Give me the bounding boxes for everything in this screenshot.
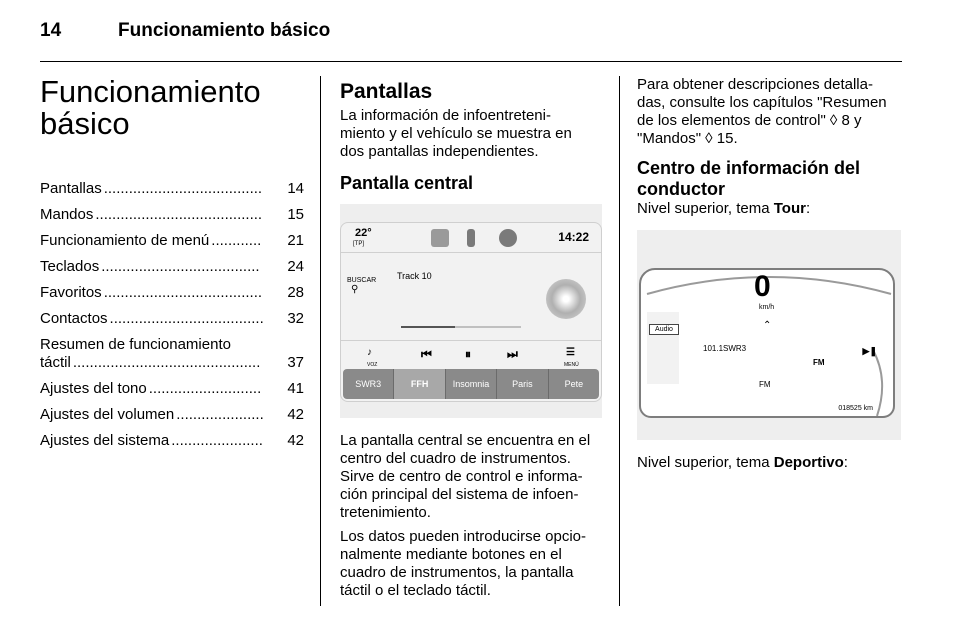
toc-entry[interactable]: Contactos ..................................... 32: [40, 310, 304, 327]
toc-entry[interactable]: Favoritos ...................................... 28: [40, 284, 304, 301]
preset-button[interactable]: FFH: [394, 369, 445, 399]
instrument-cluster: [639, 268, 895, 418]
central-display-figure: [340, 204, 602, 418]
previous-icon[interactable]: ⏮: [421, 347, 432, 361]
temperature: 22°: [355, 227, 372, 239]
running-section-title: Funcionamiento básico: [118, 20, 331, 41]
toc-entry[interactable]: Resumen de funcionamiento táctil ............................................. 37: [40, 336, 304, 371]
screens-column: [340, 80, 604, 600]
toc-entry[interactable]: Mandos ........................................ 15: [40, 206, 304, 223]
playback-controls: [341, 340, 601, 368]
progress-bar[interactable]: [401, 326, 521, 328]
toc-entry[interactable]: Ajustes del volumen ..................... 42: [40, 406, 304, 423]
audio-menu-item[interactable]: Audio: [649, 324, 679, 335]
chevron-up-icon: ⌃: [763, 320, 772, 331]
next-station-icon: ▶❚: [862, 346, 877, 356]
odometer: 018525 km: [838, 405, 873, 412]
section-heading: Centro de información del conductor: [637, 158, 861, 199]
figure-label: Nivel superior, tema Deportivo:: [637, 454, 848, 471]
music-tab-icon[interactable]: [431, 229, 449, 247]
voice-label: VOZ: [367, 362, 378, 368]
subsection-heading: Pantalla central: [340, 173, 474, 193]
album-art: [546, 279, 586, 319]
speed-unit: km/h: [759, 304, 775, 311]
voice-icon[interactable]: ♪: [367, 347, 372, 358]
column-divider-1: [320, 76, 321, 606]
central-display: [340, 222, 602, 402]
preset-bar: [343, 369, 599, 399]
tp-indicator: [TP]: [353, 241, 365, 247]
station-name: 101.1SWR3: [703, 344, 747, 353]
toc-entry[interactable]: Pantallas ...................................... 14: [40, 180, 304, 197]
body-paragraph: Los datos pueden introducirse opcio- nalmente mediante botones en el cuadro de instrumentos, la pantalla táctil o el teclado táctil.: [340, 528, 586, 599]
preset-button[interactable]: SWR3: [343, 369, 394, 399]
page-number: 14: [40, 20, 62, 41]
status-bar: [341, 223, 601, 253]
band-selector: FM: [759, 380, 771, 389]
menu-label: MENÚ: [564, 362, 579, 368]
phone-tab-icon[interactable]: [467, 229, 475, 247]
next-icon[interactable]: ⏭: [507, 347, 518, 361]
pause-icon[interactable]: ⏸: [465, 347, 472, 361]
toc-entry[interactable]: Ajustes del tono ........................... 41: [40, 380, 304, 397]
intro-paragraph: Para obtener descripciones detalla- das, consulte los capítulos "Resumen de los elementos de control" ◊ 8 y "Mandos" ◊ 15.: [637, 76, 887, 147]
search-icon: ⚲: [351, 284, 359, 295]
toc-entry[interactable]: Ajustes del sistema ...................... 42: [40, 432, 304, 449]
preset-button[interactable]: Pete: [564, 379, 584, 389]
track-title: Track 10: [397, 271, 432, 281]
band-label: FM: [813, 358, 825, 367]
side-menu: [647, 312, 679, 384]
search-button[interactable]: BUSCAR ⚲: [347, 277, 377, 295]
apps-tab-icon[interactable]: [499, 229, 517, 247]
column-divider-2: [619, 76, 620, 606]
preset-button[interactable]: Paris: [497, 369, 548, 399]
clock: 14:22: [558, 230, 589, 244]
menu-icon[interactable]: ☰: [566, 347, 575, 358]
cluster-figure: [637, 230, 901, 440]
toc-entry[interactable]: Teclados ...................................... 24: [40, 258, 304, 275]
intro-paragraph: La información de infoentreteni- miento y el vehículo se muestra en dos pantallas independientes.: [340, 107, 572, 160]
preset-button[interactable]: Insomnia: [446, 369, 497, 399]
speed-readout: 0: [754, 270, 771, 303]
body-paragraph: La pantalla central se encuentra en el centro del cuadro de instrumentos. Sirve de centro de control e informa- ción principal del sistema de infoen- tretenimiento.: [340, 432, 591, 521]
page-header: [40, 18, 902, 62]
figure-label: Nivel superior, tema Tour:: [637, 200, 811, 217]
driver-info-column: [637, 76, 903, 472]
toc-column: [40, 76, 304, 458]
chapter-title: Funcionamiento básico: [40, 74, 261, 141]
section-heading: Pantallas: [340, 80, 433, 103]
toc-entry[interactable]: Funcionamiento de menú ............ 21: [40, 232, 304, 249]
